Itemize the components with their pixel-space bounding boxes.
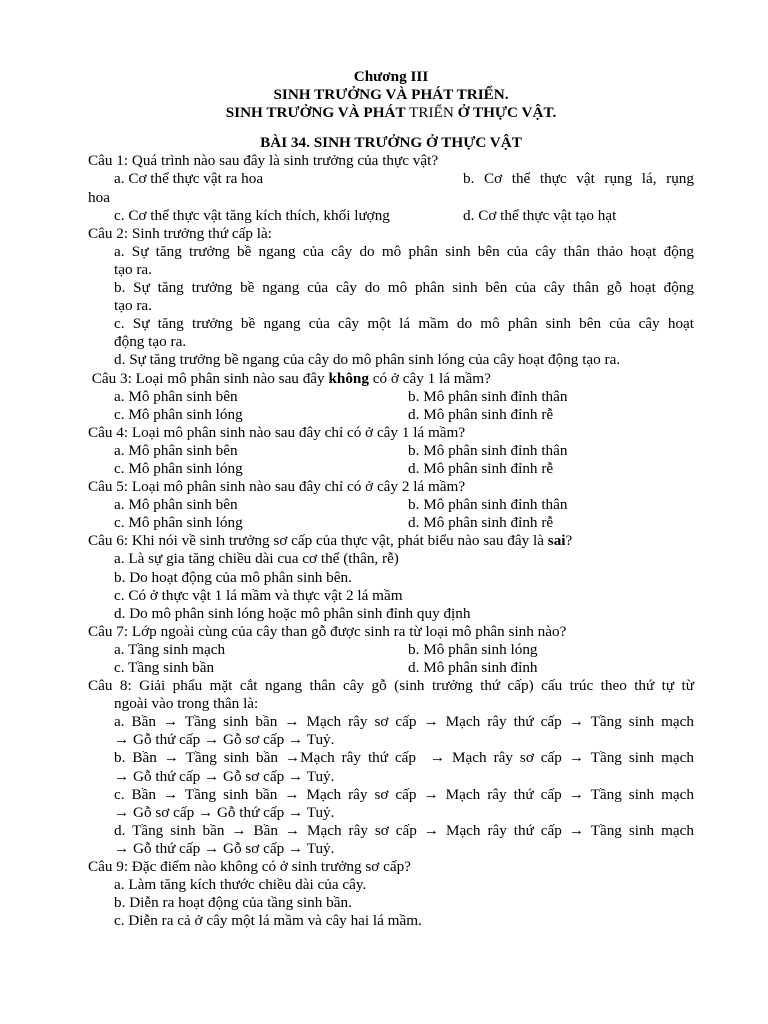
question-4-option-c: c. Mô phân sinh lóng <box>114 459 243 477</box>
question-6-option-c: c. Có ở thực vật 1 lá mầm và thực vật 2 lá mầm <box>114 586 403 604</box>
question-7-option-d: d. Mô phân sinh đỉnh <box>408 659 538 676</box>
question-4-option-d: d. Mô phân sinh đỉnh rễ <box>408 459 554 477</box>
question-6-stem-c: ? <box>565 532 573 550</box>
question-7-option-a: a. Tầng sinh mạch <box>114 640 226 658</box>
question-6-option-d: d. Do mô phân sinh lóng hoặc mô phân sinh đỉnh quy định <box>114 604 471 622</box>
question-8-option-d-cont: → Gỗ thứ cấp → Gỗ sơ cấp → Tuỷ. <box>114 839 335 857</box>
question-4-options-cd <box>88 460 694 478</box>
section-title-part2: TRIỂN <box>409 104 454 122</box>
question-9-option-a: a. Làm tăng kích thước chiều dài của cây. <box>114 876 367 894</box>
question-6 <box>88 532 694 550</box>
question-3 <box>88 370 694 388</box>
question-9-option-c: c. Diễn ra cả ở cây một lá mầm và cây hai lá mầm. <box>114 912 422 930</box>
question-8-option-a: a. Bần → Tầng sinh bần → Mạch rây sơ cấp → Mạch rây thứ cấp → Tầng sinh mạch <box>114 713 694 731</box>
question-1: Câu 1: Quá trình nào sau đây là sinh trưởng của thực vật? <box>88 152 439 170</box>
question-1-option-a: a. Cơ thể thực vật ra hoa <box>114 170 264 188</box>
question-3-stem-c: có ở cây 1 lá mầm? <box>368 369 491 387</box>
question-8: Câu 8: Giải phẩu mặt cắt ngang thân cây gỗ (sinh trưởng thứ cấp) cấu trúc theo thứ tự từ <box>88 677 694 695</box>
question-5-options-cd <box>88 514 694 532</box>
question-7-options-cd <box>88 659 694 677</box>
question-6-option-a: a. Là sự gia tăng chiều dài cua cơ thể (thân, rễ) <box>114 550 399 568</box>
question-5-option-c: c. Mô phân sinh lóng <box>114 514 243 532</box>
question-3-option-b: b. Mô phân sinh đỉnh thân <box>408 387 568 405</box>
question-1-option-b-cont: hoa <box>88 188 110 206</box>
question-2-option-a: a. Sự tăng trưởng bề ngang của cây do mô phân sinh bên của cây thân thảo hoạt động <box>114 242 694 260</box>
question-1-option-d: d. Cơ thể thực vật tạo hạt <box>463 206 617 224</box>
question-2-option-b-cont: tạo ra. <box>114 297 152 315</box>
question-7-option-b: b. Mô phân sinh lóng <box>408 640 538 658</box>
section-title-part1: SINH TRƯỞNG VÀ PHÁT <box>225 104 410 122</box>
lesson-title: BÀI 34. SINH TRƯỞNG Ở THỰC VẬT <box>260 134 522 152</box>
question-2-option-a-cont: tạo ra. <box>114 260 152 278</box>
question-9-option-b: b. Diễn ra hoạt động của tầng sinh bần. <box>114 894 352 912</box>
question-6-stem-a: Câu 6: Khi nói về sinh trưởng sơ cấp của thực vật, phát biểu nào sau đây là <box>88 532 548 550</box>
question-3-option-a: a. Mô phân sinh bên <box>114 387 238 405</box>
question-3-option-d: d. Mô phân sinh đỉnh rễ <box>408 405 554 423</box>
chapter-heading: Chương III <box>353 68 429 85</box>
question-7-options-ab <box>88 641 694 659</box>
question-3-option-c: c. Mô phân sinh lóng <box>114 405 243 423</box>
question-8-stem-cont: ngoài vào trong thân là: <box>114 695 259 713</box>
section-title <box>88 104 694 122</box>
question-5-option-a: a. Mô phân sinh bên <box>114 496 238 514</box>
question-5-option-b: b. Mô phân sinh đỉnh thân <box>408 496 568 514</box>
question-1-options-cd <box>88 207 694 225</box>
question-3-emphasis: không <box>328 369 369 387</box>
question-8-option-c-cont: → Gỗ sơ cấp → Gỗ thứ cấp → Tuỷ. <box>114 803 335 821</box>
question-4-option-a: a. Mô phân sinh bên <box>114 441 238 459</box>
question-5-options-ab <box>88 496 694 514</box>
section-title-part3: Ở THỰC VẬT. <box>453 104 557 122</box>
question-3-options-ab <box>88 388 694 406</box>
question-3-options-cd <box>88 406 694 424</box>
question-8-option-b: b. Bần → Tầng sinh bần →Mạch rây thứ cấp → Mạch rây sơ cấp → Tầng sinh mạch <box>114 749 694 767</box>
question-6-emphasis: sai <box>547 532 566 550</box>
question-3-stem-a: Câu 3: Loại mô phân sinh nào sau đây <box>88 369 329 387</box>
question-2-option-d: d. Sự tăng trưởng bề ngang của cây do mô phân sinh lóng của cây hoạt động tạo ra. <box>114 351 621 369</box>
question-1-option-c: c. Cơ thể thực vật tăng kích thích, khối lượng <box>114 206 390 224</box>
question-5: Câu 5: Loại mô phân sinh nào sau đây chỉ có ở cây 2 lá mầm? <box>88 478 466 496</box>
question-9: Câu 9: Đặc điểm nào không có ở sinh trưởng sơ cấp? <box>88 858 411 876</box>
question-2: Câu 2: Sinh trưởng thứ cấp là: <box>88 224 272 242</box>
question-7: Câu 7: Lớp ngoài cùng của cây than gỗ được sinh ra từ loại mô phân sinh nào? <box>88 622 567 640</box>
document-page <box>88 68 694 930</box>
question-8-option-b-cont: → Gỗ thứ cấp → Gỗ sơ cấp → Tuỷ. <box>114 767 335 785</box>
chapter-title: SINH TRƯỞNG VÀ PHÁT TRIỂN. <box>273 86 509 104</box>
question-4-options-ab <box>88 442 694 460</box>
question-8-option-d: d. Tầng sinh bần → Bần → Mạch rây sơ cấp → Mạch rây thứ cấp → Tầng sinh mạch <box>114 821 694 839</box>
question-6-option-b: b. Do hoạt động của mô phân sinh bên. <box>114 568 352 586</box>
question-1-option-b: b. Cơ thể thực vật rụng lá, rụng <box>463 170 694 188</box>
question-2-option-b: b. Sự tăng trưởng bề ngang của cây do mô phân sinh bên của cây thân gỗ hoạt động <box>114 279 694 297</box>
question-4: Câu 4: Loại mô phân sinh nào sau đây chỉ có ở cây 1 lá mầm? <box>88 423 466 441</box>
question-5-option-d: d. Mô phân sinh đỉnh rễ <box>408 514 554 532</box>
question-1-options-ab <box>88 170 694 188</box>
question-8-option-c: c. Bần → Tầng sinh bần → Mạch rây sơ cấp → Mạch rây thứ cấp → Tầng sinh mạch <box>114 785 694 803</box>
question-4-option-b: b. Mô phân sinh đỉnh thân <box>408 441 568 459</box>
question-2-option-c-cont: động tạo ra. <box>114 333 187 351</box>
question-2-option-c: c. Sự tăng trưởng bề ngang của cây một lá mầm do mô phân sinh bên của cây hoạt <box>114 315 694 333</box>
question-7-option-c: c. Tầng sinh bần <box>114 659 215 676</box>
question-8-option-a-cont: → Gỗ thứ cấp → Gỗ sơ cấp → Tuỷ. <box>114 731 335 749</box>
